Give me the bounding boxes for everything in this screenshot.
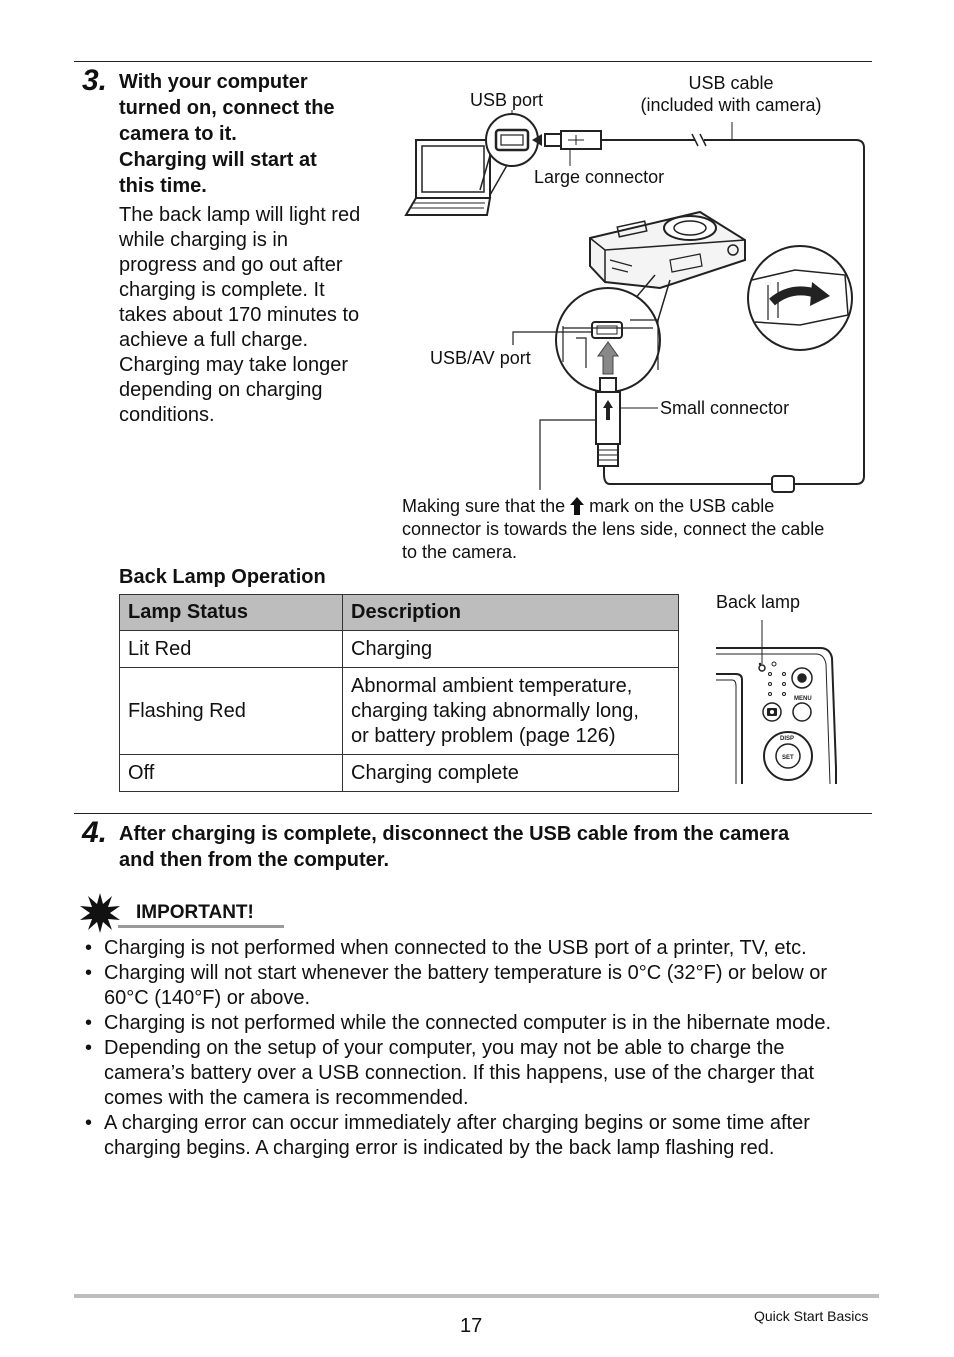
description-line: Abnormal ambient temperature, (351, 674, 633, 697)
body-line: charging is complete. It (119, 279, 325, 301)
body-line: achieve a full charge. (119, 329, 309, 351)
laptop-icon (406, 140, 490, 215)
note-line: camera’s battery over a USB connection. If this happens, use of the charger that (104, 1062, 815, 1084)
description-cell: Charging complete (343, 755, 679, 792)
table-row (120, 631, 679, 668)
heading-line: and then from the computer. (119, 849, 390, 871)
page-number: 17 (460, 1315, 483, 1337)
column-header: Description (343, 595, 679, 631)
description-line: charging taking abnormally long, (351, 699, 639, 722)
lamp-status-cell: Flashing Red (120, 668, 343, 755)
top-rule (74, 61, 872, 62)
small-connector-label: Small connector (660, 398, 790, 418)
important-underline (118, 925, 284, 928)
usb-av-port-zoom (556, 288, 660, 392)
body-line: The back lamp will light red (119, 204, 361, 226)
important-notes-list (82, 936, 882, 1161)
table-row (120, 668, 679, 755)
body-line: Charging may take longer (119, 354, 349, 376)
back-lamp-section-title: Back Lamp Operation (119, 566, 326, 588)
note-line: • A charging error can occur immediately after charging begins or some time after (104, 1112, 810, 1134)
back-lamp-table (119, 594, 679, 792)
table-row (120, 755, 679, 792)
heading-line: Charging will start at (119, 149, 317, 171)
note-line: • Charging is not performed when connected to the USB port of a printer, TV, etc. (104, 937, 807, 959)
description-cell (343, 668, 679, 755)
up-arrow-icon (570, 497, 584, 515)
usb-connection-diagram (400, 70, 870, 500)
menu-label: MENU (794, 696, 812, 702)
lamp-status-cell: Off (120, 755, 343, 792)
important-title: IMPORTANT! (136, 902, 254, 923)
lamp-status-cell: Lit Red (120, 631, 343, 668)
body-line: while charging is in (119, 229, 288, 251)
usb-cable-label (620, 72, 842, 116)
caption-text: Making sure that the (402, 496, 566, 516)
step-4-number: 4. (82, 816, 108, 849)
heading-line: After charging is complete, disconnect the USB cable from the camera (119, 823, 790, 845)
column-header: Lamp Status (120, 595, 343, 631)
diagram-caption (402, 495, 872, 564)
caption-text: mark on the USB cable (589, 496, 775, 516)
usb-av-port-label: USB/AV port (430, 348, 531, 368)
description-line: or battery problem (page 126) (351, 724, 616, 747)
usb-port-zoom (486, 114, 538, 166)
large-connector-label: Large connector (534, 167, 665, 187)
heading-line: With your computer (119, 71, 308, 93)
back-lamp-callout: Back lamp (716, 592, 801, 612)
large-connector-icon (532, 131, 601, 149)
heading-line: this time. (119, 175, 207, 197)
caption-line: connector is towards the lens side, connect the cable (402, 519, 825, 539)
list-item (82, 936, 882, 961)
heading-line: turned on, connect the (119, 97, 335, 119)
body-line: progress and go out after (119, 254, 343, 276)
step-3-heading (119, 69, 389, 199)
note-line: charging begins. A charging error is indicated by the back lamp flashing red. (104, 1137, 775, 1159)
set-label: SET (782, 755, 794, 761)
step-3-body (119, 203, 394, 428)
disp-label: DISP (780, 736, 795, 742)
usb-cable-line: (included with camera) (640, 95, 822, 115)
body-line: depending on charging (119, 379, 323, 401)
note-line: comes with the camera is recommended. (104, 1087, 469, 1109)
description-cell: Charging (343, 631, 679, 668)
cover-open-zoom (748, 246, 852, 350)
step-4-heading (119, 821, 879, 873)
caption-line: to the camera. (402, 542, 518, 562)
usb-port-label: USB port (470, 90, 544, 110)
note-line: • Charging is not performed while the connected computer is in the hibernate mode. (104, 1012, 832, 1034)
note-line: 60°C (140°F) or above. (104, 987, 311, 1009)
note-line: • Charging will not start whenever the battery temperature is 0°C (32°F) or below or (104, 962, 827, 984)
caption-line (402, 495, 872, 518)
list-item (82, 961, 882, 1011)
heading-line: camera to it. (119, 123, 237, 145)
list-item (82, 1111, 882, 1161)
footer-rule (74, 1294, 879, 1298)
camera-back-diagram (712, 618, 842, 786)
small-connector-icon (596, 378, 620, 466)
body-line: takes about 170 minutes to (119, 304, 360, 326)
usb-cable-line: USB cable (688, 73, 774, 93)
camera-icon (590, 212, 745, 288)
list-item (82, 1011, 882, 1036)
step-3-number: 3. (82, 64, 108, 97)
table-header-row (120, 595, 679, 631)
footer-section: Quick Start Basics (754, 1308, 869, 1324)
list-item (82, 1036, 882, 1111)
note-line: • Depending on the setup of your computer, you may not be able to charge the (104, 1037, 785, 1059)
step-4-rule (74, 813, 872, 814)
burst-icon (80, 893, 120, 933)
body-line: conditions. (119, 404, 215, 426)
